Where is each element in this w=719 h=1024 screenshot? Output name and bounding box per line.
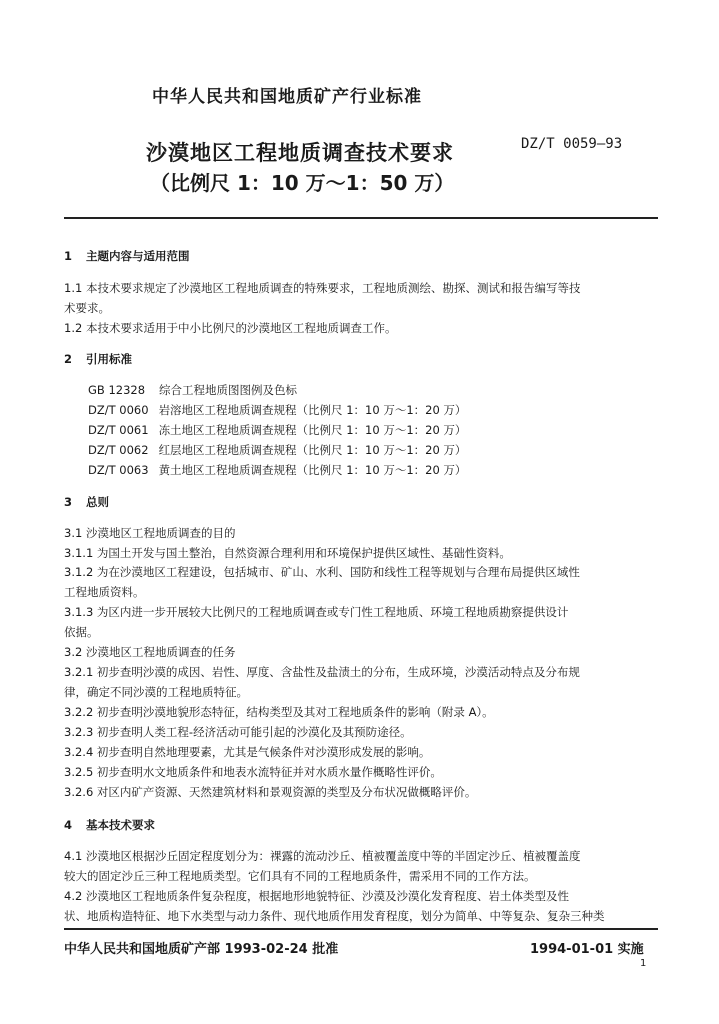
- paragraph: 工程地质资料。: [64, 585, 145, 599]
- reference-code: DZ/T 0063: [88, 463, 149, 477]
- section-number: 3: [64, 495, 73, 509]
- paragraph: 3.1.2 为在沙漠地区工程建设，包括城市、矿山、水利、国防和线性工程等规划与合理布局提供区域性: [64, 565, 580, 579]
- paragraph: 状、地质构造特征、地下水类型与动力条件、现代地质作用发育程度，划分为简单、中等复杂、复杂三种类: [64, 909, 605, 923]
- paragraph: 依据。: [64, 625, 99, 639]
- paragraph: 4.2 沙漠地区工程地质条件复杂程度，根据地形地貌特征、沙漠及沙漠化发育程度、岩土体类型及性: [64, 889, 569, 903]
- implementation-date: 1994-01-01 实施: [530, 942, 644, 957]
- reference-title: 黄土地区工程地质调查规程（比例尺 1：10 万～1：20 万）: [158, 463, 467, 477]
- page-number: 1: [640, 958, 647, 969]
- paragraph: 3.1.3 为区内进一步开展较大比例尺的工程地质调查或专门性工程地质、环境工程地质勘察提供设计: [64, 605, 569, 619]
- reference-item: [88, 442, 466, 458]
- section-title: 基本技术要求: [86, 818, 156, 832]
- paragraph: 3.2.6 对区内矿产资源、天然建筑材料和景观资源的类型及分布状况做概略评价。: [64, 785, 477, 799]
- section-number: 2: [64, 352, 73, 366]
- paragraph: 3.1 沙漠地区工程地质调查的目的: [64, 526, 236, 540]
- reference-code: DZ/T 0062: [88, 443, 149, 457]
- section-number: 4: [64, 818, 73, 832]
- section-4-heading: [64, 817, 155, 833]
- section-2-heading: [64, 351, 132, 367]
- section-number: 1: [64, 249, 73, 263]
- reference-title: 红层地区工程地质调查规程（比例尺 1：10 万～1：20 万）: [158, 443, 467, 457]
- paragraph: 4.1 沙漠地区根据沙丘固定程度划分为：裸露的流动沙丘、植被覆盖度中等的半固定沙丘、植被覆盖度: [64, 849, 581, 863]
- footer-divider: [64, 928, 658, 930]
- reference-item: [88, 382, 297, 398]
- paragraph: 1.2 本技术要求适用于中小比例尺的沙漠地区工程地质调查工作。: [64, 321, 397, 335]
- document-subtitle-scale: （比例尺 1：10 万～1：50 万）: [150, 171, 455, 195]
- document-title: 沙漠地区工程地质调查技术要求: [146, 141, 454, 165]
- paragraph: 3.2.2 初步查明沙漠地貌形态特征，结构类型及其对工程地质条件的影响（附录 A）。: [64, 705, 494, 719]
- paragraph: 3.2.1 初步查明沙漠的成因、岩性、厚度、含盐性及盐渍土的分布，生成环境，沙漠活动特点及分布规: [64, 665, 580, 679]
- paragraph: 较大的固定沙丘三种工程地质类型。它们具有不同的工程地质条件，需采用不同的工作方法。: [64, 869, 536, 883]
- issuing-body-header: 中华人民共和国地质矿产行业标准: [152, 87, 422, 107]
- section-title: 主题内容与适用范围: [86, 249, 190, 263]
- paragraph: 律，确定不同沙漠的工程地质特征。: [64, 685, 248, 699]
- reference-item: [88, 422, 466, 438]
- paragraph: 3.2.4 初步查明自然地理要素，尤其是气候条件对沙漠形成发展的影响。: [64, 745, 431, 759]
- title-divider: [64, 217, 658, 219]
- paragraph: 术要求。: [64, 301, 110, 315]
- reference-code: DZ/T 0061: [88, 423, 149, 437]
- reference-item: [88, 462, 466, 478]
- section-title: 总则: [86, 495, 110, 509]
- standard-code: DZ/T 0059—93: [521, 136, 623, 152]
- approval-note: 中华人民共和国地质矿产部 1993-02-24 批准: [64, 942, 339, 957]
- section-title: 引用标准: [86, 352, 133, 366]
- paragraph: 3.2 沙漠地区工程地质调查的任务: [64, 645, 236, 659]
- section-1-heading: [64, 248, 190, 264]
- reference-title: 冻土地区工程地质调查规程（比例尺 1：10 万～1：20 万）: [158, 423, 467, 437]
- paragraph: 1.1 本技术要求规定了沙漠地区工程地质调查的特殊要求，工程地质测绘、勘探、测试和报告编写等技: [64, 281, 581, 295]
- reference-item: [88, 402, 466, 418]
- reference-title: 岩溶地区工程地质调查规程（比例尺 1：10 万～1：20 万）: [158, 403, 467, 417]
- paragraph: 3.2.3 初步查明人类工程-经济活动可能引起的沙漠化及其预防途径。: [64, 725, 412, 739]
- reference-code: DZ/T 0060: [88, 403, 149, 417]
- paragraph: 3.1.1 为国土开发与国土整治，自然资源合理利用和环境保护提供区域性、基础性资料。: [64, 546, 511, 560]
- section-3-heading: [64, 494, 109, 510]
- reference-code: GB 12328: [88, 383, 146, 397]
- reference-title: 综合工程地质图图例及色标: [159, 383, 298, 397]
- paragraph: 3.2.5 初步查明水文地质条件和地表水流特征并对水质水量作概略性评价。: [64, 765, 442, 779]
